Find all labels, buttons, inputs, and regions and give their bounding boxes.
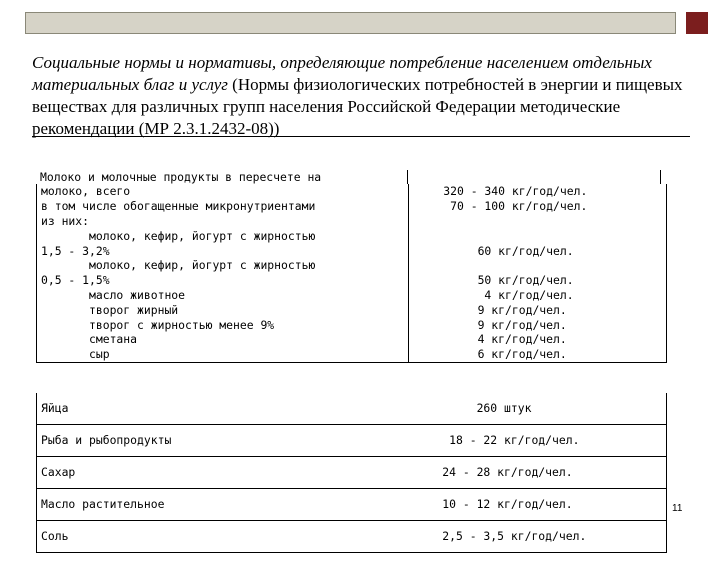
row-value: 50 кг/год/чел. xyxy=(408,273,666,288)
heading-italic-part: Социальные нормы и нормативы, определяющие потребление населением отдельных материальных благ и услуг xyxy=(32,53,652,94)
table-row xyxy=(36,318,667,333)
row-label: в том числе обогащенные микронутриентами xyxy=(41,199,316,214)
table-row xyxy=(36,229,667,244)
row-value: 2,5 - 3,5 кг/год/чел. xyxy=(408,528,587,543)
row-value: 70 - 100 кг/год/чел. xyxy=(408,199,666,214)
row-label: творог с жирностью менее 9% xyxy=(41,317,275,332)
row-label: сметана xyxy=(41,332,138,347)
row-value: 320 - 340 кг/год/чел. xyxy=(408,184,666,199)
row-label: Соль xyxy=(41,528,69,543)
row-value xyxy=(408,229,666,244)
table-row xyxy=(36,425,667,457)
row-label: Яйца xyxy=(41,400,69,415)
table-row xyxy=(36,199,667,214)
row-value: 60 кг/год/чел. xyxy=(408,244,666,259)
row-label: молоко, кефир, йогурт с жирностью xyxy=(41,228,316,243)
row-value: 24 - 28 кг/год/чел. xyxy=(408,464,573,479)
row-label: 0,5 - 1,5% xyxy=(41,273,110,288)
table-row xyxy=(36,184,667,199)
table-row xyxy=(36,521,667,553)
row-value xyxy=(408,214,666,229)
heading-regular-part: (Нормы физиологических потребностей в энергии и пищевых веществах для различных групп населения Российской Федерации методические рекомендации (МР 2.3.1.2432-08)) xyxy=(32,75,683,138)
table-row xyxy=(36,303,667,318)
row-value: 10 - 12 кг/год/чел. xyxy=(408,496,573,511)
row-label: Рыба и рыбопродукты xyxy=(41,432,172,447)
row-label: Масло растительное xyxy=(41,496,165,511)
row-value: 9 кг/год/чел. xyxy=(408,318,666,333)
table-row xyxy=(36,214,667,229)
row-label: Сахар xyxy=(41,464,76,479)
table-row xyxy=(36,273,667,288)
row-value: 4 кг/год/чел. xyxy=(408,332,666,347)
row-value xyxy=(408,258,666,273)
table-row xyxy=(36,244,667,259)
row-label: творог жирный xyxy=(41,302,179,317)
row-label: из них: xyxy=(41,213,90,228)
table-row xyxy=(36,393,667,425)
slide-heading xyxy=(32,52,700,140)
row-label: 1,5 - 3,2% xyxy=(41,243,110,258)
row-label: Молоко и молочные продукты в пересчете на xyxy=(40,169,322,184)
table-row xyxy=(36,258,667,273)
milk-block xyxy=(36,170,667,363)
row-label: молоко, кефир, йогурт с жирностью xyxy=(41,258,316,273)
row-value: 18 - 22 кг/год/чел. xyxy=(408,432,580,447)
row-label: масло животное xyxy=(41,287,186,302)
row-value: 4 кг/год/чел. xyxy=(408,288,666,303)
norms-table xyxy=(36,140,667,567)
row-value: 9 кг/год/чел. xyxy=(408,303,666,318)
title-bar-decoration xyxy=(25,12,676,34)
simple-block xyxy=(36,393,667,553)
table-row xyxy=(36,489,667,521)
heading-rule xyxy=(32,136,690,137)
row-value: 260 штук xyxy=(408,400,532,415)
row-label: молоко, всего xyxy=(41,184,131,199)
table-row xyxy=(36,170,667,185)
page-number: 11 xyxy=(672,503,683,514)
table-row xyxy=(36,457,667,489)
corner-square-decoration xyxy=(686,12,708,34)
table-row xyxy=(36,332,667,347)
table-row xyxy=(36,347,667,363)
table-row xyxy=(36,288,667,303)
row-value xyxy=(407,170,661,185)
row-label: сыр xyxy=(41,347,110,362)
row-value: 6 кг/год/чел. xyxy=(408,347,666,362)
